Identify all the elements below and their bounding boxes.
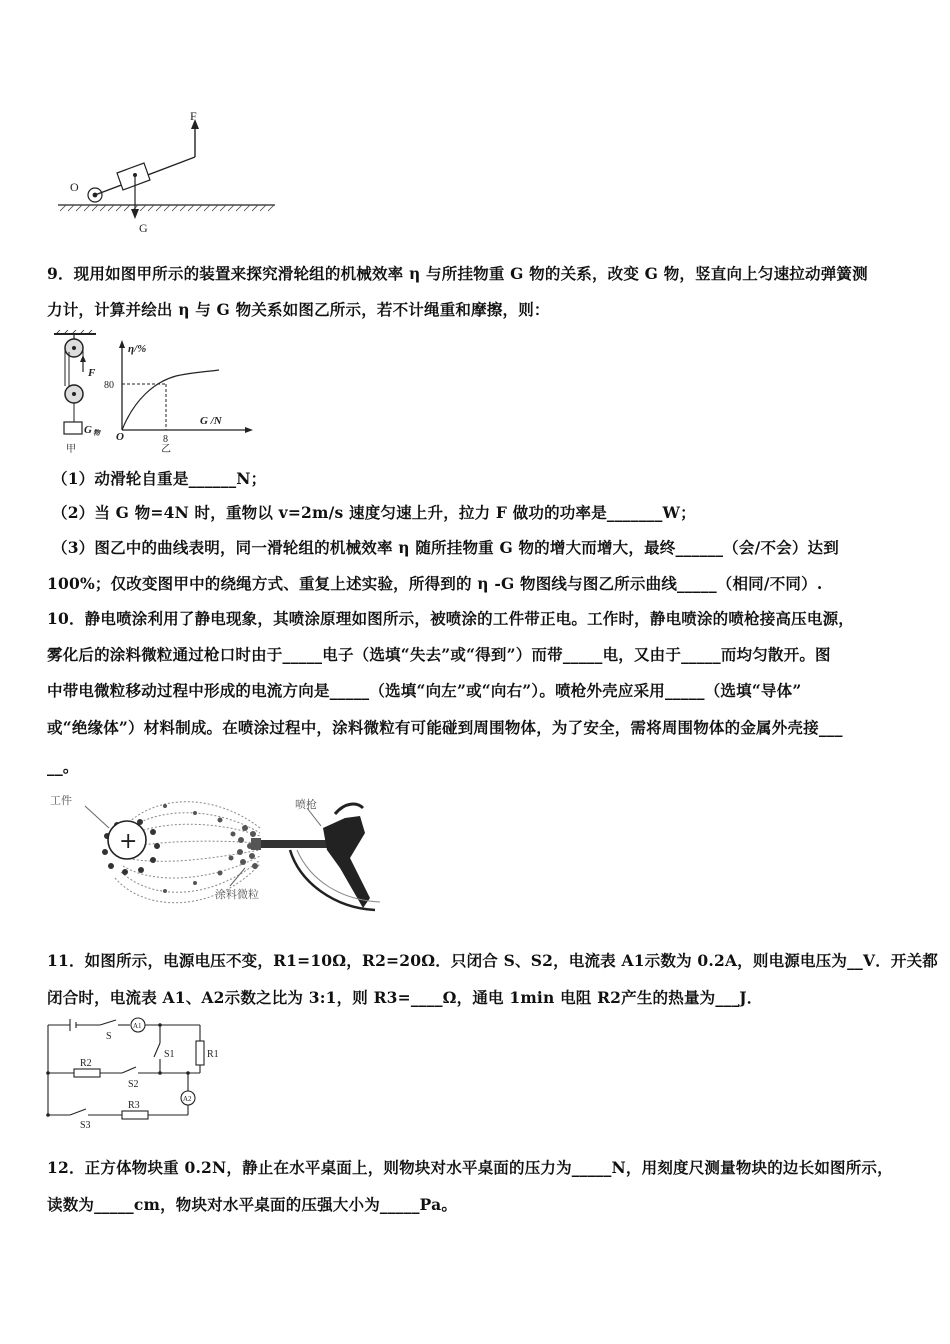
q9-sub2: （2）当 G 物=4N 时，重物以 v=2m/s 速度匀速上升，拉力 F 做功的功率是_______W； [52, 503, 696, 522]
q10-line1: 10．静电喷涂利用了静电现象，其喷涂原理如图所示，被喷涂的工件带正电。工作时，静电喷涂的喷枪接高压电源， [47, 609, 854, 628]
q9-sub3-line2: 100%；仅改变图甲中的绕绳方式、重复上述实验，所得到的 η -G 物图线与图乙所示曲线_____（相同/不同）. [47, 574, 823, 593]
ammeter-a1-label: A1 [133, 1022, 142, 1030]
q9-sub1: （1）动滑轮自重是______N； [52, 469, 267, 488]
figure-yi-label: 乙 [161, 444, 171, 455]
resistor-r3-label: R3 [128, 1100, 140, 1111]
q10-line2: 雾化后的涂料微粒通过枪口时由于_____电子（选填“失去”或“得到”）而带_____电，又由于_____而均匀散开。图 [47, 645, 831, 664]
switch-s1-label: S1 [164, 1049, 175, 1060]
resistor-r2-label: R2 [80, 1058, 92, 1069]
switch-s-label: S [106, 1031, 112, 1042]
spray-gun-figure [45, 788, 390, 918]
workpiece-label: 工件 [50, 794, 72, 807]
force-f-label: F [190, 109, 197, 123]
lever-figure [50, 105, 290, 240]
resistor-r1-label: R1 [207, 1049, 219, 1060]
ammeter-a2-label: A2 [183, 1095, 192, 1103]
q10-line4: 或“绝缘体”）材料制成。在喷涂过程中，涂料微粒有可能碰到周围物体，为了安全，需将周围物体的金属外壳接___ [47, 718, 843, 737]
switch-s2-label: S2 [128, 1079, 139, 1090]
spray-gun-label: 喷枪 [295, 798, 317, 811]
q10-line5: __。 [47, 757, 79, 776]
pulley-g-sub: 物 [93, 429, 100, 437]
workpiece-plus: + [119, 829, 138, 854]
pulley-f-label: F [88, 367, 96, 379]
gravity-g-label: G [139, 221, 148, 235]
pulley-g-label: G [84, 424, 92, 436]
q11-line1: 11．如图所示，电源电压不变，R1=10Ω，R2=20Ω．只闭合 S、S2，电流表 A1示数为 0.2A，则电源电压为__V．开关都 [47, 951, 939, 970]
q9-line1: 9．现用如图甲所示的装置来探究滑轮组的机械效率 η 与所挂物重 G 物的关系，改变 G 物，竖直向上匀速拉动弹簧测 [47, 264, 868, 283]
q11-line2: 闭合时，电流表 A1、A2示数之比为 3:1，则 R3=____Ω，通电 1min 电阻 R2产生的热量为___J． [47, 988, 763, 1007]
q9-line2: 力计，计算并绘出 η 与 G 物关系如图乙所示，若不计绳重和摩擦，则： [47, 300, 550, 319]
q10-line3: 中带电微粒移动过程中形成的电流方向是_____（选填“向左”或“向右”）。喷枪外壳应采用_____（选填“导体” [47, 681, 802, 700]
x-tick-8: 8 [163, 434, 168, 445]
q12-line2: 读数为_____cm，物块对水平桌面的压强大小为_____Pa。 [47, 1195, 458, 1214]
switch-s3-label: S3 [80, 1120, 91, 1130]
q12-line1: 12．正方体物块重 0.2N，静止在水平桌面上，则物块对水平桌面的压力为_____N，用刻度尺测量物块的边长如图所示， [47, 1158, 893, 1177]
figure-jia-label: 甲 [66, 444, 76, 455]
y-axis-label: η/% [128, 343, 147, 355]
pulley-figure [44, 330, 259, 460]
x-axis-label: G /N [200, 415, 222, 427]
circuit-figure [40, 1015, 230, 1130]
y-tick-80: 80 [104, 380, 114, 391]
q9-sub3-line1: （3）图乙中的曲线表明，同一滑轮组的机械效率 η 随所挂物重 G 物的增大而增大，最终______（会/不会）达到 [52, 538, 839, 557]
pivot-o-label: O [70, 180, 79, 194]
origin-label: O [116, 431, 124, 443]
paint-particles-label: 涂料微粒 [215, 888, 259, 901]
